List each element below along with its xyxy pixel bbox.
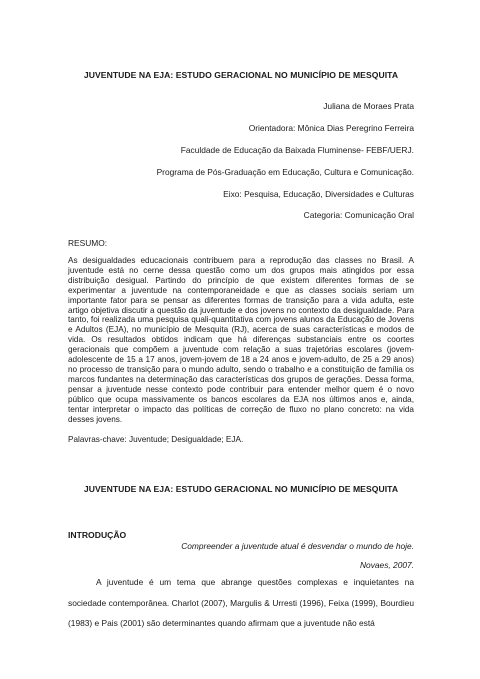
author-name: Juliana de Moraes Prata [323, 101, 414, 111]
program-line: Programa de Pós-Graduação em Educação, Cultura e Comunicação. [156, 166, 414, 177]
abstract-text: As desigualdades educacionais contribuem para a reprodução das classes no Brasil. A juventude está no cerne dessa questão como um dos grupos mais atingidos por essa distribuição desigual. Partindo do princípio de que existem diferentes formas de se experimentar a juventude na contemporaneidade e que as classes sociais seriam um importante fator para se pensar as diferentes formas de transição para a vida adulta, este artigo objetiva discutir a questão da juventude e dos jovens no contexto da desigualdade. Para tanto, foi realizada uma pesquisa quali-quantitativa com jovens alunos da Educação de Jovens e Adultos (EJA), no município de Mesquita (RJ), acerca de suas características e modos de vida. Os resultados obtidos indicam que há diferenças substanciais entre os coortes geracionais que compõem a juventude com relação a suas trajetórias escolares (jovem-adolescente de 15 a 17 anos, jovem-jovem de 18 a 24 anos e jovem-adulto, de 25 a 29 anos) no processo de transição para o mundo adulto, sendo o trabalho e a constituição de família os marcos fundantes na determinação das características dos grupos de gerações. Dessa forma, pensar a juventude nesse contexto pode contribuir para entender melhor quem é o novo público que ocupa massivamente os bancos escolares da EJA nos últimos anos e, ainda, tentar interpretar o impacto das políticas de correção de fluxo no plano concreto: na vida desses jovens. [68, 256, 414, 424]
intro-paragraph: A juventude é um tema que abrange questões complexas e inquietantes na sociedade contemporânea. Charlot (2007), Margulis & Urresti (1996), Feixa (1999), Bourdieu (1983) e Pais (2001) são determinantes quando afirmam que a juventude não está [68, 577, 414, 629]
keywords: Palavras-chave: Juventude; Desigualdade; EJA. [68, 435, 244, 445]
epigraph-source: Novaes, 2007. [359, 560, 414, 571]
epigraph-quote: Compreender a juventude atual é desvendar o mundo de hoje. [181, 541, 414, 552]
section-title: JUVENTUDE NA EJA: ESTUDO GERACIONAL NO MUNICÍPIO DE MESQUITA [83, 484, 399, 495]
intro-heading: INTRODUÇÃO [68, 530, 127, 541]
abstract-label: RESUMO: [68, 238, 108, 249]
faculty-line: Faculdade de Educação da Baixada Fluminense- FEBF/UERJ. [180, 144, 414, 155]
axis-line: Eixo: Pesquisa, Educação, Diversidades e Culturas [223, 188, 414, 199]
paper-title: JUVENTUDE NA EJA: ESTUDO GERACIONAL NO MUNICÍPIO DE MESQUITA [83, 70, 399, 80]
category-line: Categoria: Comunicação Oral [303, 210, 414, 221]
advisor-line: Orientadora: Mônica Dias Peregrino Ferreira [248, 122, 414, 133]
author-info-block [68, 102, 414, 221]
